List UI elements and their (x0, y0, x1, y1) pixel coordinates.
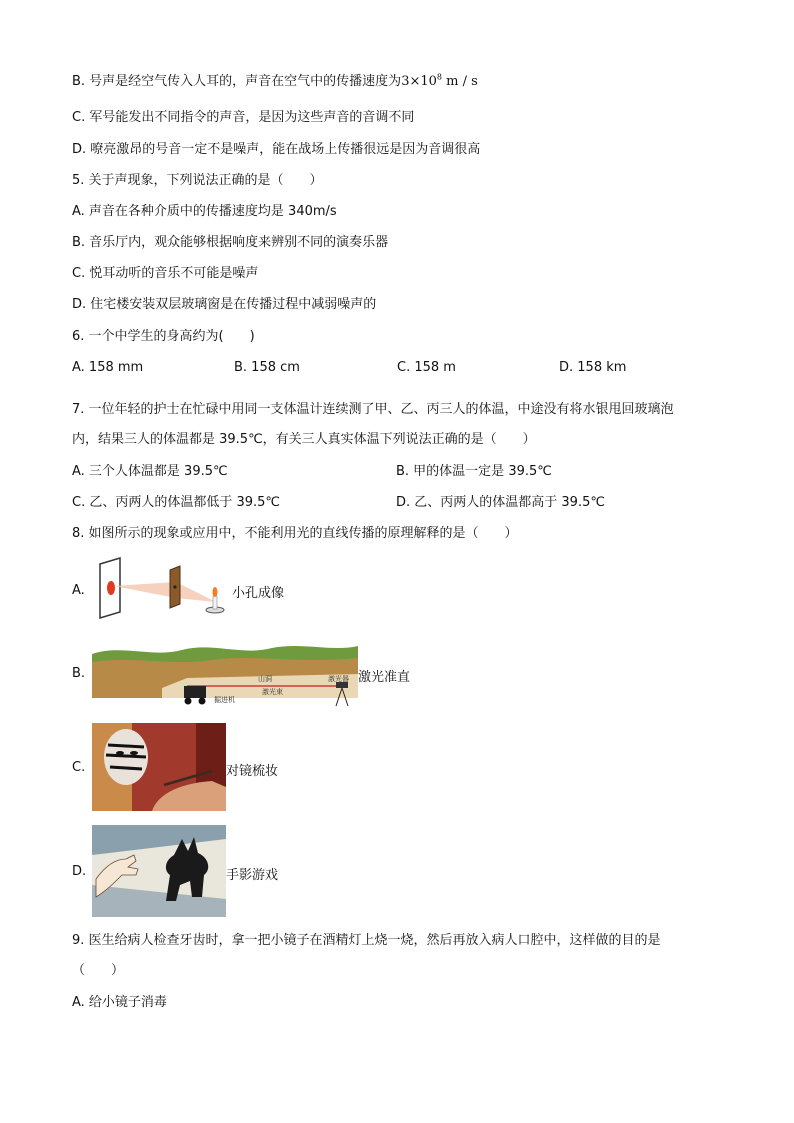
q7-stem-line1: 7. 一位年轻的护士在忙碌中用同一支体温计连续测了甲、乙、丙三人的体温，中途没有将水银甩回玻璃泡 (72, 402, 674, 417)
laser-device-label: 激光器 (328, 675, 349, 683)
q8-option-b-label: 激光准直 (358, 670, 411, 685)
q8-option-d-letter: D. (72, 864, 87, 879)
speed-exponent: 8 (436, 72, 442, 82)
q7-option-a: A. 三个人体温都是 39.5℃ (72, 464, 228, 479)
speed-unit: m / s (442, 74, 478, 89)
q7-option-c: C. 乙、丙两人的体温都低于 39.5℃ (72, 495, 281, 510)
candle-flame (213, 587, 218, 597)
q5-option-d: D. 住宅楼安装双层玻璃窗是在传播过程中减弱噪声的 (72, 297, 377, 312)
q5-option-b: B. 音乐厅内，观众能够根据响度来辨别不同的演奏乐器 (72, 235, 389, 250)
q6-option-d: D. 158 km (559, 360, 627, 375)
q8-option-c-label: 对镜梳妆 (226, 764, 279, 779)
boring-machine (184, 686, 206, 698)
q9-stem-line1: 9. 医生给病人检查牙齿时，拿一把小镜子在酒精灯上烧一烧，然后再放入病人口腔中，这样做的目的是 (72, 933, 661, 948)
q7-stem-line2: 内，结果三人的体温都是 39.5℃，有关三人真实体温下列说法正确的是（ ） (72, 432, 536, 447)
boring-machine-label: 掘进机 (214, 696, 235, 704)
tunnel-label: 山洞 (258, 675, 272, 683)
q6-option-a: A. 158 mm (72, 360, 144, 375)
q6-stem: 6. 一个中学生的身高约为( ) (72, 329, 255, 344)
q6-option-c: C. 158 m (397, 360, 456, 375)
q4-option-b-text: B. 号声是经空气传入人耳的，声音在空气中的传播速度为 (72, 74, 402, 89)
q7-options-row1 (72, 463, 672, 481)
q4-option-b (72, 73, 478, 91)
pinhole-illustration (94, 556, 230, 620)
hand-shadow-figure (92, 825, 226, 917)
q8-stem: 8. 如图所示的现象或应用中，不能利用光的直线传播的原理解释的是（ ） (72, 526, 518, 541)
q4-option-c: C. 军号能发出不同指令的声音，是因为这些声音的音调不同 (72, 110, 415, 125)
hand-shadow-illustration (92, 825, 226, 917)
q7-option-b: B. 甲的体温一定是 39.5℃ (396, 464, 552, 479)
q7-options-row2 (72, 494, 672, 512)
speed-expression (401, 74, 478, 89)
q5-option-a: A. 声音在各种介质中的传播速度均是 340m/s (72, 204, 337, 219)
q6-option-b: B. 158 cm (234, 360, 300, 375)
q8-option-a-label: 小孔成像 (232, 586, 285, 601)
q8-option-d-label: 手影游戏 (226, 868, 279, 883)
q6-options (72, 359, 672, 377)
light-cone (114, 582, 216, 602)
q9-option-a: A. 给小镜子消毒 (72, 995, 167, 1010)
q5-stem: 5. 关于声现象，下列说法正确的是（ ） (72, 173, 323, 188)
mirror-makeup-illustration (92, 723, 226, 811)
q8-option-b-letter: B. (72, 666, 86, 681)
pinhole-figure (94, 556, 230, 620)
q7-option-d: D. 乙、丙两人的体温都高于 39.5℃ (396, 495, 605, 510)
mirror-makeup-figure (92, 723, 226, 811)
laser-beam-label: 激光束 (262, 688, 283, 696)
q8-option-c-letter: C. (72, 760, 86, 775)
q5-option-c: C. 悦耳动听的音乐不可能是噪声 (72, 266, 259, 281)
q4-option-d: D. 嘹亮激昂的号音一定不是噪声，能在战场上传播很远是因为音调很高 (72, 142, 481, 157)
q8-option-a-letter: A. (72, 583, 85, 598)
inverted-image (107, 581, 115, 595)
speed-base: 3×10 (401, 74, 437, 89)
laser-tunnel-figure (92, 640, 358, 708)
pinhole (173, 585, 176, 588)
candle (213, 596, 217, 609)
q9-stem-line2: （ ） (72, 963, 125, 978)
